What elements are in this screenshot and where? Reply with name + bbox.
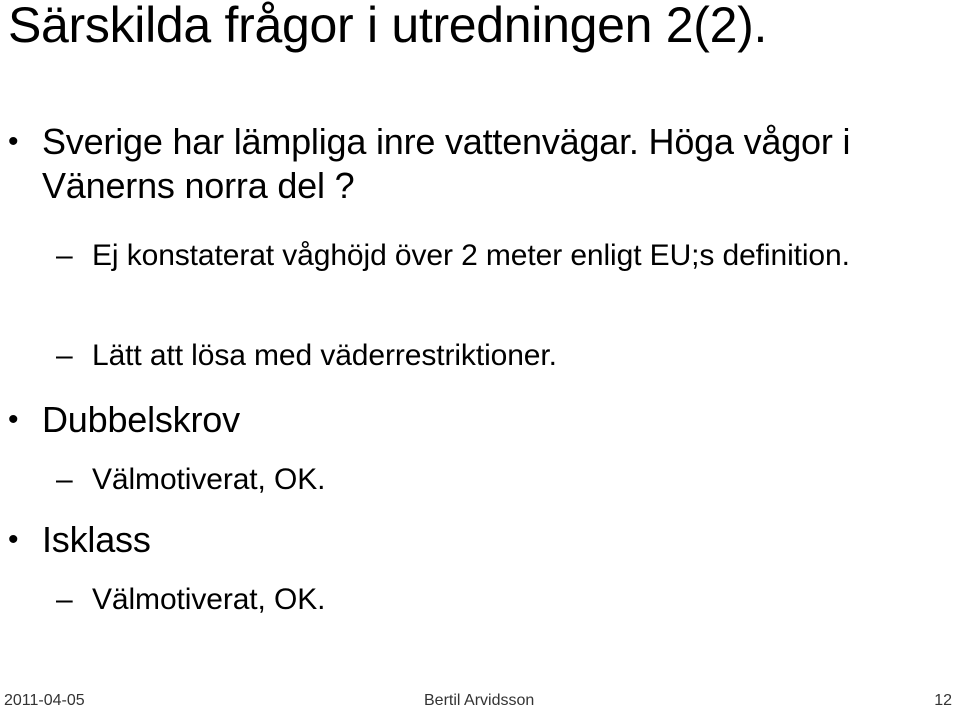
sub-bullet-text: Ej konstaterat våghöjd över 2 meter enligt EU;s definition.	[92, 239, 850, 272]
bullet-text: Isklass	[42, 519, 151, 560]
sub-bullet-text: Välmotiverat, OK.	[92, 463, 326, 496]
bullet-item	[8, 398, 942, 442]
dash-icon: –	[56, 239, 73, 272]
bullet-item	[8, 120, 942, 208]
footer-page-number: 12	[934, 692, 952, 709]
bullet-dot-icon: •	[8, 523, 19, 556]
footer-author: Bertil Arvidsson	[424, 692, 535, 709]
sub-bullet-text: Lätt att lösa med väderrestriktioner.	[92, 339, 557, 372]
sub-bullet-text: Välmotiverat, OK.	[92, 583, 326, 616]
sub-bullet-item	[56, 580, 932, 620]
dash-icon: –	[56, 463, 73, 496]
sub-bullet-item	[56, 236, 932, 276]
dash-icon: –	[56, 339, 73, 372]
bullet-text: Dubbelskrov	[42, 399, 240, 440]
sub-bullet-item	[56, 460, 932, 500]
bullet-dot-icon: •	[8, 403, 19, 436]
bullet-item	[8, 518, 942, 562]
footer-date: 2011-04-05	[4, 692, 85, 709]
dash-icon: –	[56, 583, 73, 616]
bullet-dot-icon: •	[8, 125, 19, 158]
sub-bullet-item	[56, 336, 932, 376]
bullet-text: Sverige har lämpliga inre vattenvägar. Höga vågor i Vänerns norra del ?	[42, 121, 851, 206]
slide-title: Särskilda frågor i utredningen 2(2).	[8, 0, 768, 53]
